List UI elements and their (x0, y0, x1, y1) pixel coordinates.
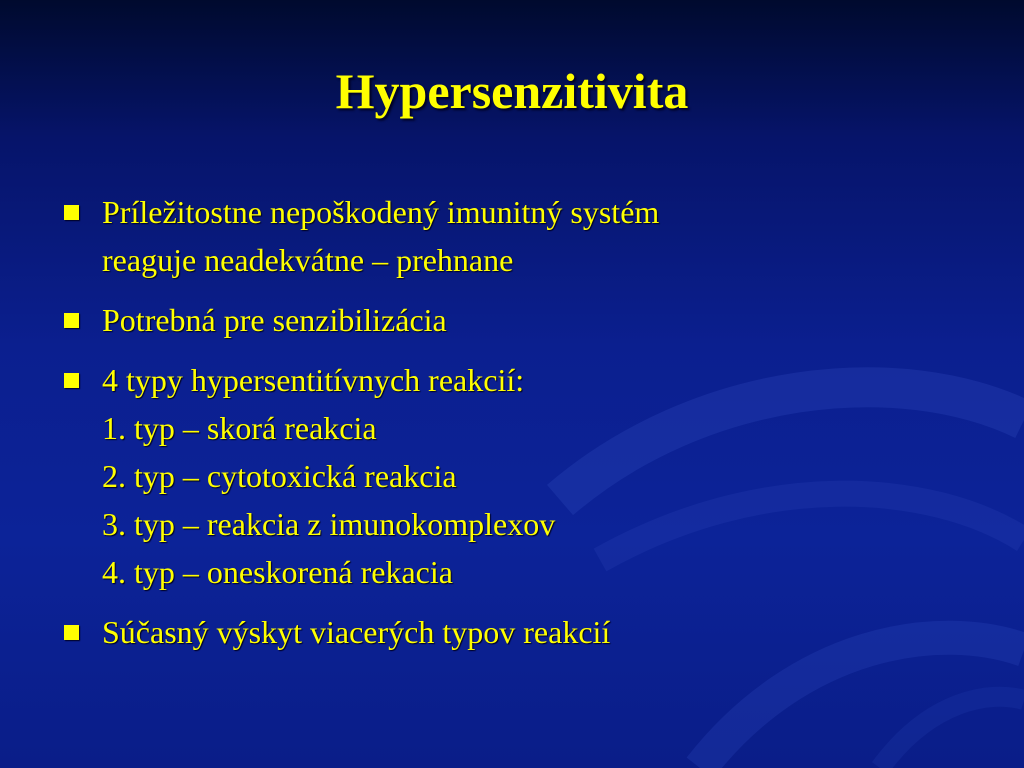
square-bullet-icon (64, 625, 79, 640)
bullet-line: Súčasný výskyt viacerých typov reakcií (102, 614, 611, 650)
square-bullet-icon (64, 205, 79, 220)
slide-title: Hypersenzitivita (335, 63, 689, 119)
bullet-item (62, 296, 962, 344)
bullet-line: 3. typ – reakcia z imunokomplexov (102, 506, 556, 542)
bullet-line: Potrebná pre senzibilizácia (102, 302, 447, 338)
square-bullet-icon (64, 373, 79, 388)
bullet-line: 4 typy hypersentitívnych reakcií: (102, 362, 525, 398)
bullet-item (62, 188, 962, 284)
bullet-item (62, 608, 962, 656)
bullet-line: reaguje neadekvátne – prehnane (102, 242, 514, 278)
bullet-line: 1. typ – skorá reakcia (102, 410, 377, 446)
bullet-item (62, 356, 962, 596)
square-bullet-icon (64, 313, 79, 328)
bullet-line: 4. typ – oneskorená rekacia (102, 554, 453, 590)
bullet-line: 2. typ – cytotoxická reakcia (102, 458, 457, 494)
bullet-line: Príležitostne nepoškodený imunitný systém (102, 194, 660, 230)
bullet-list (62, 188, 962, 668)
